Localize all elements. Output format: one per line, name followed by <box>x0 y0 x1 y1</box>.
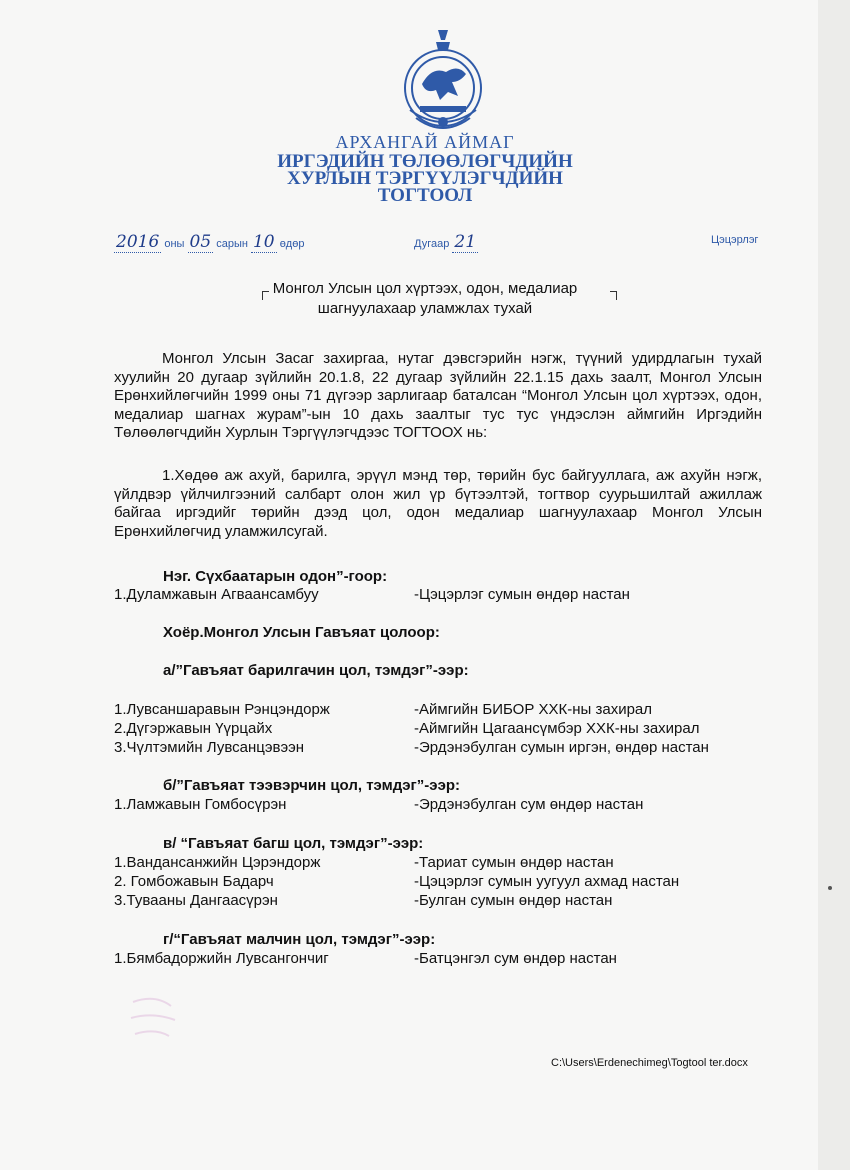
header-body-line2: ХУРЛЫН ТЭРГҮҮЛЭГЧДИЙН <box>287 168 563 189</box>
state-emblem-icon <box>398 26 488 140</box>
document-title-line2: шагнуулахаар уламжлах тухай <box>317 300 533 317</box>
scan-speck <box>828 886 832 890</box>
date-line <box>114 232 304 252</box>
person-name: 3.Чүлтэмийн Лувсанцэвээн <box>114 739 305 756</box>
header-body-line1: ИРГЭДИЙН ТӨЛӨӨЛӨГЧДИЙН <box>277 151 573 172</box>
person-description: -Эрдэнэбулган сум өндөр настан <box>414 796 644 813</box>
date-year: 2016 <box>116 232 160 252</box>
person-description: -Цэцэрлэг сумын өндөр настан <box>414 586 630 603</box>
person-description: -Булган сумын өндөр настан <box>414 892 613 909</box>
person-name: 2.Дүгэржавын Үүрцайх <box>114 720 273 737</box>
person-name: 1.Дуламжавын Агваансамбуу <box>114 586 319 603</box>
header-doc-type: ТОГТООЛ <box>377 185 473 206</box>
person-name: 1.Бямбадоржийн Лувсангончиг <box>114 950 329 967</box>
person-description: -Эрдэнэбулган сумын иргэн, өндөр настан <box>414 739 709 756</box>
body-paragraph-1: Монгол Улсын Засаг захиргаа, нутаг дэвсгэрийн нэгж, түүний удирдлагын тухай хуулийн 20 дугаар зүйлийн 20.1.8, 22 дугаар зүйлийн 22.1.15 дахь заалт, Монгол Улсын Ерөнхийлөгчийн 1999 оны 71 дүгээр зарлигаар баталсан “Монгол Улсын цол хүртээх, одон, медалиар шагнах журам”-ын 10 дахь заалтыг тус тус үндэслэн аймгийн Иргэдийн Төлөөлөгчдийн Хурлын Тэргүүлэгчдээс ТОГТООХ нь: <box>114 350 762 441</box>
person-description: -Аймгийн Цагаансүмбэр ХХК-ны захирал <box>414 720 700 737</box>
city: Цэцэрлэг <box>711 234 759 246</box>
person-name: 1.Ламжавын Гомбосүрэн <box>114 796 287 813</box>
section-heading-teacher: в/ “Гавъяат багш цол, тэмдэг”-ээр: <box>163 835 424 852</box>
section-heading-title: Хоёр.Монгол Улсын Гавъяат цолоор: <box>163 624 440 641</box>
section-heading-herder: г/“Гавъяат малчин цол, тэмдэг”-ээр: <box>163 931 436 948</box>
person-description: -Батцэнгэл сум өндөр настан <box>414 950 617 967</box>
date-month: 05 <box>189 232 212 252</box>
date-month-label: сарын <box>216 238 248 250</box>
person-name: 2. Гомбожавын Бадарч <box>114 873 274 890</box>
body-paragraph-2: 1.Хөдөө аж ахуй, барилга, эрүүл мэнд төр, төрийн бус байгууллага, аж ахуйн нэгж, үйлдвэр үйлчилгээний салбарт олон жил үр бүтээлтэй, тогтвор суурьшилтай ажиллаж байгаа иргэдийг төрийн дээд цол, одон медалиар шагнуулахаар Монгол Улсын Ерөнхийлөгчид уламжилсугай. <box>114 467 762 540</box>
number-label: Дугаар <box>414 238 450 250</box>
person-description: -Аймгийн БИБОР ХХК-ны захирал <box>414 701 653 718</box>
number-line <box>414 232 478 252</box>
footer-file-path: C:\Users\Erdenechimeg\Togtool ter.docx <box>551 1057 748 1069</box>
date-year-label: оны <box>164 238 185 250</box>
person-name: 3.Туваaны Дангаасүрэн <box>114 892 278 909</box>
section-heading-driver: б/”Гавъяат тээвэрчин цол, тэмдэг”-ээр: <box>163 777 461 794</box>
person-name: 1.Вандансанжийн Цэрэндорж <box>114 854 321 871</box>
section-heading-builder: а/”Гавъяат барилгачин цол, тэмдэг”-ээр: <box>163 662 469 679</box>
stamp-residue-icon <box>125 990 185 1050</box>
person-description: -Тариат сумын өндөр настан <box>414 854 614 871</box>
person-name: 1.Лувсаншаравын Рэнцэндорж <box>114 701 330 718</box>
section-heading-order: Нэг. Сүхбаатарын одон”-гоор: <box>163 568 388 585</box>
date-day-label: өдөр <box>279 238 305 250</box>
header-region: АРХАНГАЙ АЙМАГ <box>335 132 515 152</box>
person-description: -Цэцэрлэг сумын уугуул ахмад настан <box>414 873 680 890</box>
date-day: 10 <box>252 232 275 252</box>
document-number: 21 <box>454 232 477 252</box>
document-title-line1: Монгол Улсын цол хүртээх, одон, медалиар <box>272 280 578 297</box>
